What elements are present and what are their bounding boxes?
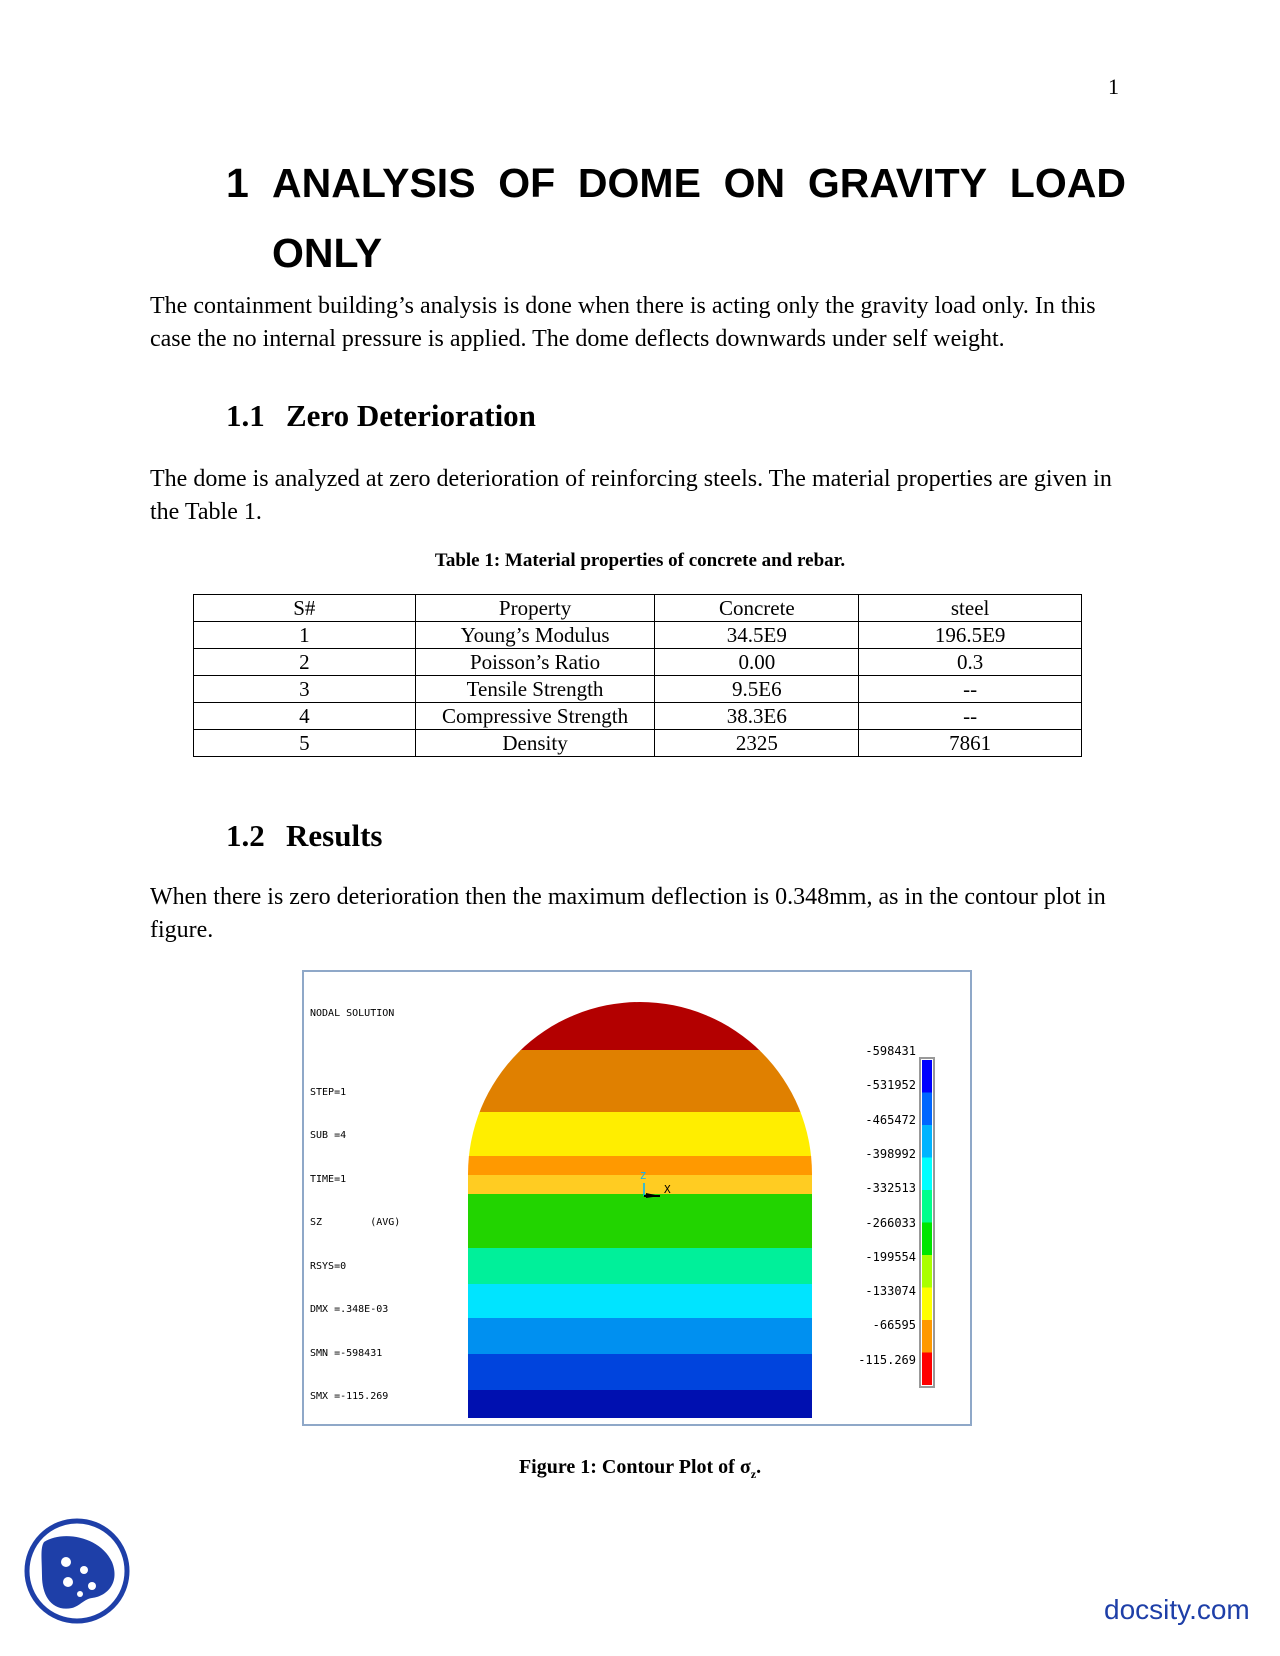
info-line: SUB =4 bbox=[310, 1130, 347, 1141]
section-number: 1.2 bbox=[226, 818, 265, 853]
section-heading-1-2 bbox=[226, 818, 382, 854]
table-cell: 7861 bbox=[859, 730, 1082, 757]
legend-swatch bbox=[922, 1060, 932, 1093]
legend-swatch bbox=[922, 1320, 932, 1353]
table-cell: 1 bbox=[194, 622, 416, 649]
section-title: Zero Deterioration bbox=[286, 398, 536, 433]
legend-colorbar bbox=[920, 1058, 934, 1387]
table-cell: 0.00 bbox=[655, 649, 859, 676]
contour-band bbox=[468, 1284, 812, 1319]
title-line-2: ONLY bbox=[272, 230, 383, 276]
table-cell: 34.5E9 bbox=[655, 622, 859, 649]
chapter-title bbox=[226, 148, 1126, 288]
legend-swatch bbox=[922, 1190, 932, 1223]
table-row bbox=[194, 730, 1082, 757]
figure-caption bbox=[150, 1456, 1130, 1482]
table-header-row bbox=[194, 595, 1082, 622]
legend-value: -465472 bbox=[865, 1112, 916, 1127]
table-cell: 196.5E9 bbox=[859, 622, 1082, 649]
legend-swatch bbox=[922, 1353, 932, 1386]
docsity-brand-link[interactable]: docsity.com bbox=[1104, 1594, 1250, 1625]
section-1-1-paragraph: The dome is analyzed at zero deterioration of reinforcing steels. The material properties are given in the Table 1. bbox=[150, 466, 1112, 525]
legend-value: -115.269 bbox=[858, 1352, 916, 1367]
legend-swatch bbox=[922, 1158, 932, 1191]
logo-dot bbox=[80, 1566, 88, 1574]
table-row bbox=[194, 649, 1082, 676]
table-cell: Density bbox=[415, 730, 655, 757]
contour-plot-figure bbox=[302, 970, 972, 1426]
table-row bbox=[194, 622, 1082, 649]
contour-band bbox=[468, 1390, 812, 1419]
legend-value: -598431 bbox=[865, 1044, 916, 1058]
logo-dot bbox=[88, 1582, 96, 1590]
info-line: SMX =-115.269 bbox=[310, 1391, 389, 1402]
legend-value: -332513 bbox=[865, 1181, 916, 1196]
info-line: DMX =.348E-03 bbox=[310, 1304, 389, 1315]
title-word: GRAVITY bbox=[807, 160, 988, 206]
legend-swatch bbox=[922, 1093, 932, 1126]
figure-caption-sub: z bbox=[750, 1467, 757, 1481]
table-cell: 9.5E6 bbox=[655, 676, 859, 703]
contour-band bbox=[468, 1112, 812, 1157]
title-word: ANALYSIS bbox=[272, 160, 476, 206]
legend-value: -398992 bbox=[865, 1146, 916, 1161]
page-number: 1 bbox=[1108, 74, 1119, 99]
info-line: SMN =-598431 bbox=[310, 1347, 383, 1359]
section-heading-1-1 bbox=[226, 398, 536, 434]
legend-value: -66595 bbox=[872, 1318, 916, 1333]
table-cell: 0.3 bbox=[859, 649, 1082, 676]
contour-band bbox=[468, 1318, 812, 1355]
table-cell: -- bbox=[859, 703, 1082, 730]
chapter-number: 1 bbox=[226, 160, 249, 206]
material-properties-table bbox=[193, 594, 1082, 757]
table-header-cell: steel bbox=[859, 595, 1082, 622]
section-1-2-paragraph: When there is zero deterioration then the maximum deflection is 0.348mm, as in the contour plot in figure. bbox=[150, 884, 1106, 943]
logo-dot bbox=[61, 1557, 71, 1567]
legend-swatch bbox=[922, 1288, 932, 1321]
legend-value: -531952 bbox=[865, 1078, 916, 1093]
title-word: ON bbox=[723, 160, 786, 206]
title-word: DOME bbox=[577, 160, 701, 206]
info-line: STEP=1 bbox=[310, 1086, 347, 1098]
table-header-cell: S# bbox=[194, 595, 416, 622]
logo-dot bbox=[63, 1577, 73, 1587]
info-line: SZ (AVG) bbox=[310, 1217, 401, 1228]
table-row bbox=[194, 676, 1082, 703]
table-cell: -- bbox=[859, 676, 1082, 703]
legend-swatch bbox=[922, 1125, 932, 1158]
info-line: TIME=1 bbox=[310, 1173, 347, 1185]
table-row bbox=[194, 703, 1082, 730]
table-cell: 3 bbox=[194, 676, 416, 703]
axis-x-label: X bbox=[664, 1183, 671, 1196]
section-number: 1.1 bbox=[226, 398, 265, 433]
table-cell: Young’s Modulus bbox=[415, 622, 655, 649]
axis-z-label: Z bbox=[640, 1171, 647, 1182]
figure-caption-end: . bbox=[756, 1456, 762, 1478]
figure-caption-text: Figure 1: Contour Plot of σ bbox=[518, 1456, 751, 1478]
table-header-cell: Concrete bbox=[655, 595, 859, 622]
contour-band bbox=[468, 1354, 812, 1391]
info-line: RSYS=0 bbox=[310, 1260, 347, 1272]
title-word: OF bbox=[498, 160, 556, 206]
legend-value: -266033 bbox=[865, 1215, 916, 1230]
docsity-logo bbox=[22, 1516, 132, 1626]
legend-swatch bbox=[922, 1255, 932, 1288]
section-title: Results bbox=[286, 818, 383, 853]
contour-band bbox=[468, 1194, 812, 1249]
table-header-cell: Property bbox=[415, 595, 655, 622]
legend-value: -133074 bbox=[865, 1284, 916, 1299]
table-cell: 4 bbox=[194, 703, 416, 730]
logo-dot bbox=[77, 1591, 83, 1597]
title-word: LOAD bbox=[1009, 160, 1126, 206]
table-cell: 2325 bbox=[655, 730, 859, 757]
table-caption: Table 1: Material properties of concrete and rebar. bbox=[434, 550, 846, 571]
table-cell: Compressive Strength bbox=[415, 703, 655, 730]
legend-value: -199554 bbox=[865, 1249, 916, 1264]
table-cell: 5 bbox=[194, 730, 416, 757]
table-cell: Tensile Strength bbox=[415, 676, 655, 703]
intro-paragraph: The containment building’s analysis is done when there is acting only the gravity load only. In this case the no internal pressure is applied. The dome deflects downwards under self weight. bbox=[150, 293, 1096, 352]
contour-band bbox=[468, 1002, 812, 1051]
legend-swatch bbox=[922, 1223, 932, 1256]
table-cell: Poisson’s Ratio bbox=[415, 649, 655, 676]
table-cell: 2 bbox=[194, 649, 416, 676]
info-line: NODAL SOLUTION bbox=[310, 1008, 395, 1019]
contour-band bbox=[468, 1050, 812, 1113]
contour-band bbox=[468, 1248, 812, 1285]
table-cell: 38.3E6 bbox=[655, 703, 859, 730]
